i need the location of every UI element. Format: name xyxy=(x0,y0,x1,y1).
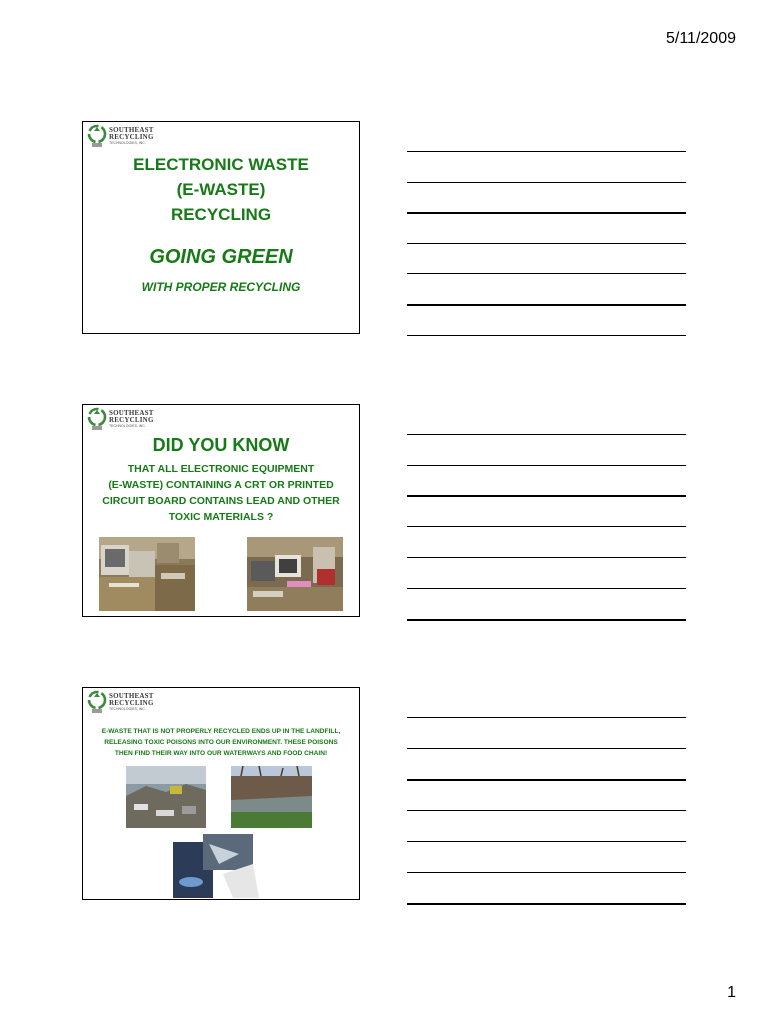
notes-line xyxy=(407,903,686,905)
notes-line xyxy=(407,841,686,842)
notes-line xyxy=(407,717,686,718)
body-line: (E-WASTE) CONTAINING A CRT OR PRINTED xyxy=(108,479,334,491)
waterway-photo xyxy=(231,766,312,828)
notes-line xyxy=(407,495,686,497)
notes-line xyxy=(407,557,686,558)
slide-2-title: DID YOU KNOW xyxy=(152,435,290,455)
slide-3-body xyxy=(95,726,347,759)
body-line: TOXIC MATERIALS ? xyxy=(168,511,274,523)
warehouse-ewaste-photo xyxy=(99,537,195,611)
slide-3-thumbnail xyxy=(82,687,360,900)
notes-line xyxy=(407,335,686,336)
body-line: E-WASTE THAT IS NOT PROPERLY RECYCLED ENDS UP IN THE LANDFILL, xyxy=(101,728,341,735)
title-line: RECYCLING xyxy=(170,205,272,224)
company-logo xyxy=(87,407,154,431)
logo-line-2: RECYCLING xyxy=(109,698,154,707)
page-date: 5/11/2009 xyxy=(666,30,736,47)
logo-line-3: TECHNOLOGIES, INC. xyxy=(109,423,146,428)
notes-line xyxy=(407,779,686,781)
notes-line xyxy=(407,872,686,873)
page-number: 1 xyxy=(727,984,736,1001)
logo-line-3: TECHNOLOGIES, INC. xyxy=(109,140,146,145)
title-line: ELECTRONIC WASTE xyxy=(133,155,309,174)
slide-1-title xyxy=(83,152,359,227)
notes-line xyxy=(407,434,686,435)
notes-line xyxy=(407,151,686,152)
logo-line-1: SOUTHEAST xyxy=(109,125,154,134)
notes-line xyxy=(407,526,686,527)
body-line: RELEASING TOXIC POISONS INTO OUR ENVIRONMENT. THESE POISONS xyxy=(104,739,338,746)
crt-monitors-photo xyxy=(247,537,343,611)
notes-line xyxy=(407,243,686,244)
landfill-photo xyxy=(126,766,206,828)
slide-2-body xyxy=(93,461,349,525)
recycle-logo-icon xyxy=(87,124,107,148)
notes-line xyxy=(407,619,686,621)
logo-line-3: TECHNOLOGIES, INC. xyxy=(109,706,146,711)
logo-line-2: RECYCLING xyxy=(109,415,154,424)
notes-line xyxy=(407,465,686,466)
notes-line xyxy=(407,182,686,183)
notes-line xyxy=(407,810,686,811)
notes-line xyxy=(407,273,686,274)
notes-line xyxy=(407,748,686,749)
slide-1-thumbnail xyxy=(82,121,360,334)
pollution-collage-photo xyxy=(173,834,259,898)
logo-line-2: RECYCLING xyxy=(109,132,154,141)
slide-1-subtitle: GOING GREEN xyxy=(149,246,293,268)
slide-1-tagline: WITH PROPER RECYCLING xyxy=(141,280,301,294)
company-logo xyxy=(87,690,154,714)
notes-line xyxy=(407,212,686,214)
body-line: THAT ALL ELECTRONIC EQUIPMENT xyxy=(127,463,315,475)
notes-line xyxy=(407,588,686,589)
company-logo xyxy=(87,124,154,148)
recycle-logo-icon xyxy=(87,407,107,431)
logo-line-1: SOUTHEAST xyxy=(109,691,154,700)
slide-2-thumbnail xyxy=(82,404,360,617)
title-line: (E-WASTE) xyxy=(176,180,266,199)
notes-line xyxy=(407,304,686,306)
recycle-logo-icon xyxy=(87,690,107,714)
body-line: CIRCUIT BOARD CONTAINS LEAD AND OTHER xyxy=(102,495,340,507)
body-line: THEN FIND THEIR WAY INTO OUR WATERWAYS AND FOOD CHAIN! xyxy=(114,750,328,757)
logo-line-1: SOUTHEAST xyxy=(109,408,154,417)
